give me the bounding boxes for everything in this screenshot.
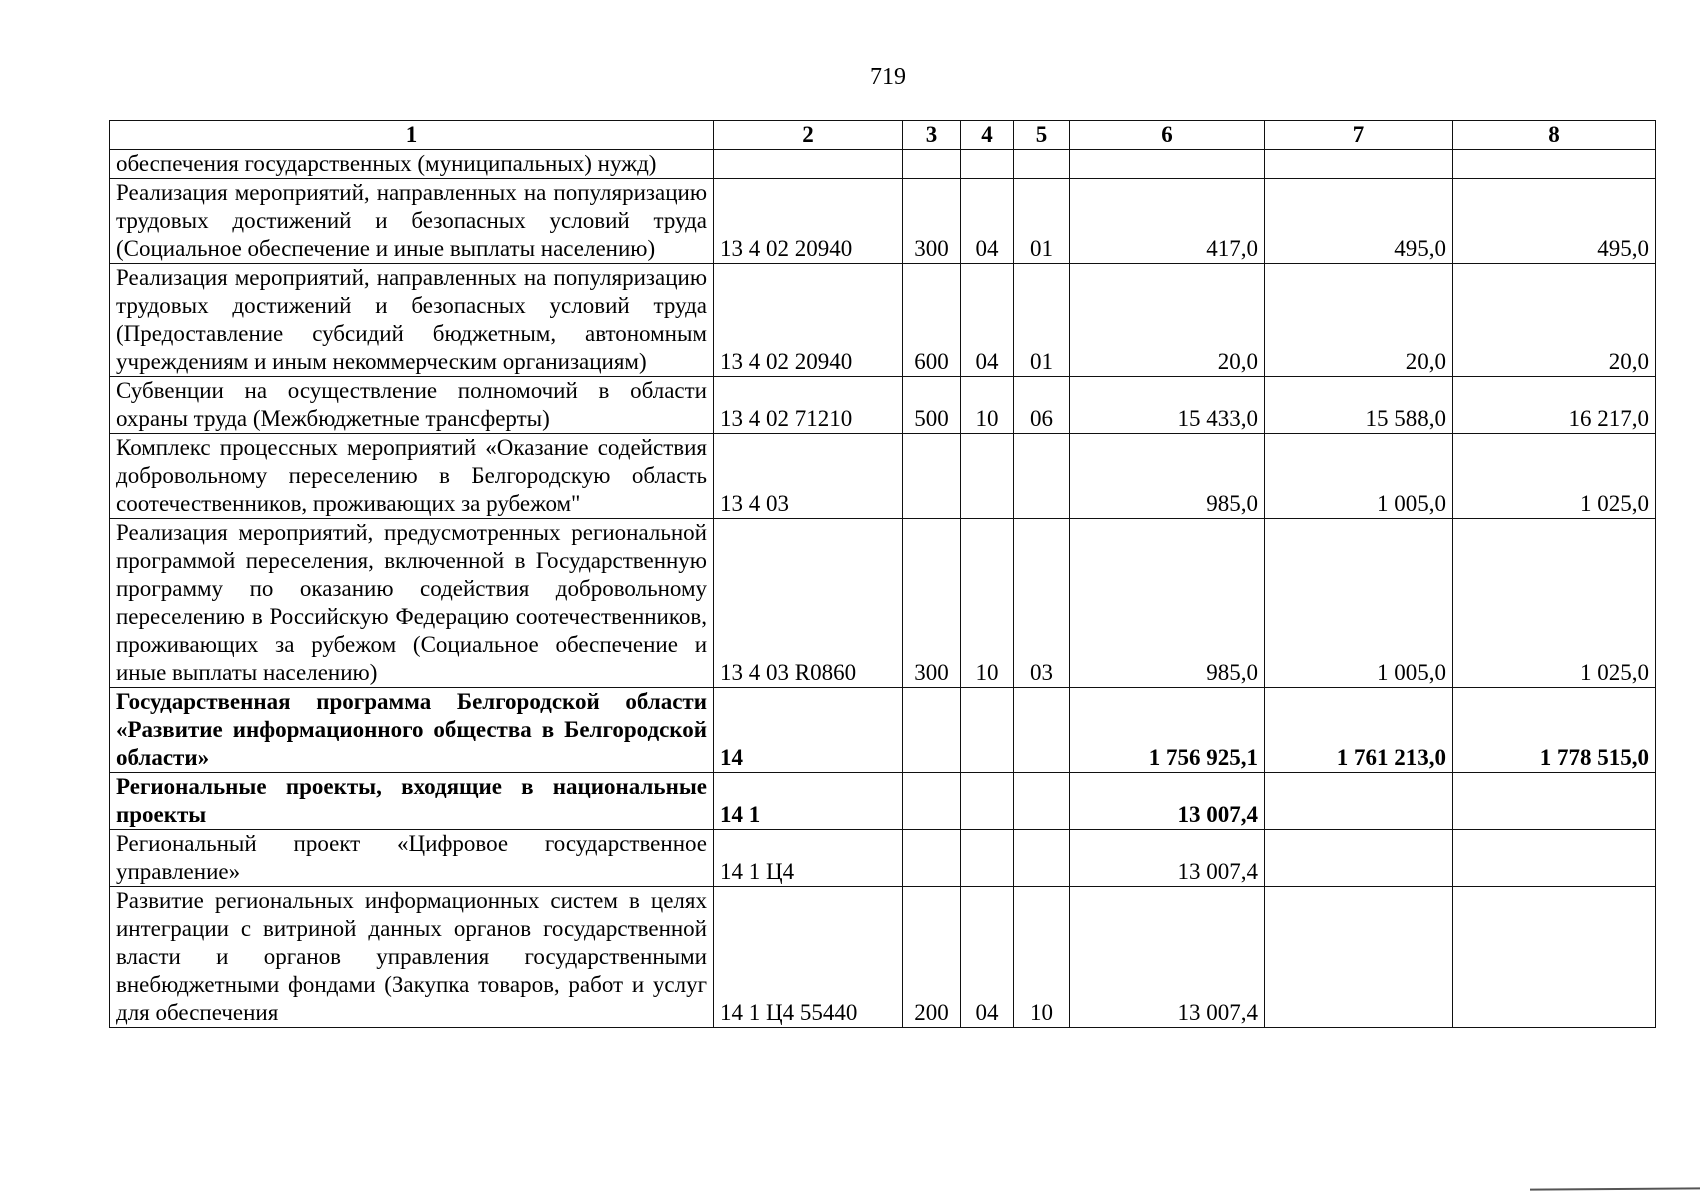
row-code: 14 1 [714, 773, 903, 830]
row-name: Развитие региональных информационных систем в целях интеграции с витриной данных органов государственной власти и органов управления государственными внебюджетными фондами (Закупка товаров, работ и услуг для обеспечения [110, 887, 714, 1028]
row-col5: 10 [1014, 887, 1070, 1028]
row-value-6: 985,0 [1070, 519, 1265, 688]
table-row [110, 773, 1656, 830]
row-col3 [903, 150, 961, 179]
row-col3: 300 [903, 179, 961, 264]
row-code: 13 4 02 71210 [714, 377, 903, 434]
row-value-6: 1 756 925,1 [1070, 688, 1265, 773]
row-col5 [1014, 150, 1070, 179]
row-code: 14 1 Ц4 55440 [714, 887, 903, 1028]
row-col5: 01 [1014, 264, 1070, 377]
row-value-8 [1453, 887, 1656, 1028]
row-value-7: 20,0 [1265, 264, 1453, 377]
row-code: 13 4 02 20940 [714, 264, 903, 377]
row-code: 14 1 Ц4 [714, 830, 903, 887]
header-cell: 5 [1014, 121, 1070, 150]
row-name: Реализация мероприятий, направленных на популяризацию трудовых достижений и безопасных условий труда (Социальное обеспечение и иные выплаты населению) [110, 179, 714, 264]
row-value-7 [1265, 150, 1453, 179]
row-col4: 04 [961, 179, 1014, 264]
row-col3: 500 [903, 377, 961, 434]
row-col3 [903, 830, 961, 887]
row-value-7 [1265, 830, 1453, 887]
scan-artifact-line [1530, 1187, 1700, 1190]
table-row [110, 434, 1656, 519]
row-value-8 [1453, 150, 1656, 179]
row-col4 [961, 773, 1014, 830]
row-value-7: 495,0 [1265, 179, 1453, 264]
row-value-7: 15 588,0 [1265, 377, 1453, 434]
row-value-6: 20,0 [1070, 264, 1265, 377]
row-value-8: 1 025,0 [1453, 434, 1656, 519]
row-name: Государственная программа Белгородской области «Развитие информационного общества в Белгородской области» [110, 688, 714, 773]
row-value-6: 417,0 [1070, 179, 1265, 264]
row-name: обеспечения государственных (муниципальных) нужд) [110, 150, 714, 179]
row-value-6: 13 007,4 [1070, 887, 1265, 1028]
row-name: Региональный проект «Цифровое государственное управление» [110, 830, 714, 887]
row-col4 [961, 830, 1014, 887]
table-row [110, 688, 1656, 773]
row-col4 [961, 150, 1014, 179]
row-col5 [1014, 434, 1070, 519]
header-cell: 6 [1070, 121, 1265, 150]
row-value-7 [1265, 773, 1453, 830]
page-number: 719 [870, 64, 906, 90]
row-value-8 [1453, 830, 1656, 887]
row-col4 [961, 434, 1014, 519]
row-col5: 06 [1014, 377, 1070, 434]
row-col5: 03 [1014, 519, 1070, 688]
row-value-8: 1 778 515,0 [1453, 688, 1656, 773]
row-code: 14 [714, 688, 903, 773]
row-value-7: 1 005,0 [1265, 519, 1453, 688]
row-col4: 04 [961, 887, 1014, 1028]
row-code: 13 4 03 [714, 434, 903, 519]
row-col3 [903, 688, 961, 773]
row-col5 [1014, 688, 1070, 773]
table-row [110, 264, 1656, 377]
row-value-6 [1070, 150, 1265, 179]
row-value-8: 20,0 [1453, 264, 1656, 377]
header-cell: 4 [961, 121, 1014, 150]
row-col3 [903, 773, 961, 830]
row-name: Реализация мероприятий, направленных на популяризацию трудовых достижений и безопасных условий труда (Предоставление субсидий бюджетным, автономным учреждениям и иным некоммерческим организациям) [110, 264, 714, 377]
header-cell: 8 [1453, 121, 1656, 150]
row-value-8: 495,0 [1453, 179, 1656, 264]
row-value-7: 1 005,0 [1265, 434, 1453, 519]
row-value-7 [1265, 887, 1453, 1028]
row-value-8: 16 217,0 [1453, 377, 1656, 434]
header-cell: 2 [714, 121, 903, 150]
row-value-6: 15 433,0 [1070, 377, 1265, 434]
row-code: 13 4 02 20940 [714, 179, 903, 264]
header-cell: 1 [110, 121, 714, 150]
row-value-7: 1 761 213,0 [1265, 688, 1453, 773]
row-value-6: 13 007,4 [1070, 830, 1265, 887]
row-name: Комплекс процессных мероприятий «Оказание содействия добровольному переселению в Белгородскую область соотечественников, проживающих за рубежом" [110, 434, 714, 519]
table-row [110, 150, 1656, 179]
row-code: 13 4 03 R0860 [714, 519, 903, 688]
row-col4: 10 [961, 519, 1014, 688]
row-name: Реализация мероприятий, предусмотренных региональной программой переселения, включенной в Государственную программу по оказанию содействия добровольному переселению в Российскую Федерацию соотечественников, проживающих за рубежом (Социальное обеспечение и иные выплаты населению) [110, 519, 714, 688]
row-name: Региональные проекты, входящие в национальные проекты [110, 773, 714, 830]
row-col3: 200 [903, 887, 961, 1028]
row-col4 [961, 688, 1014, 773]
row-value-8: 1 025,0 [1453, 519, 1656, 688]
table-row [110, 830, 1656, 887]
row-col3: 300 [903, 519, 961, 688]
row-name: Субвенции на осуществление полномочий в области охраны труда (Межбюджетные трансферты) [110, 377, 714, 434]
row-col3 [903, 434, 961, 519]
header-cell: 7 [1265, 121, 1453, 150]
row-col4: 04 [961, 264, 1014, 377]
row-col3: 600 [903, 264, 961, 377]
row-col5 [1014, 830, 1070, 887]
budget-table [109, 120, 1656, 1028]
row-code [714, 150, 903, 179]
table-row [110, 519, 1656, 688]
table-row [110, 887, 1656, 1028]
table-row [110, 377, 1656, 434]
row-value-6: 13 007,4 [1070, 773, 1265, 830]
header-cell: 3 [903, 121, 961, 150]
table-row [110, 179, 1656, 264]
table-header-row [110, 121, 1656, 150]
row-col4: 10 [961, 377, 1014, 434]
row-col5: 01 [1014, 179, 1070, 264]
row-col5 [1014, 773, 1070, 830]
row-value-8 [1453, 773, 1656, 830]
row-value-6: 985,0 [1070, 434, 1265, 519]
